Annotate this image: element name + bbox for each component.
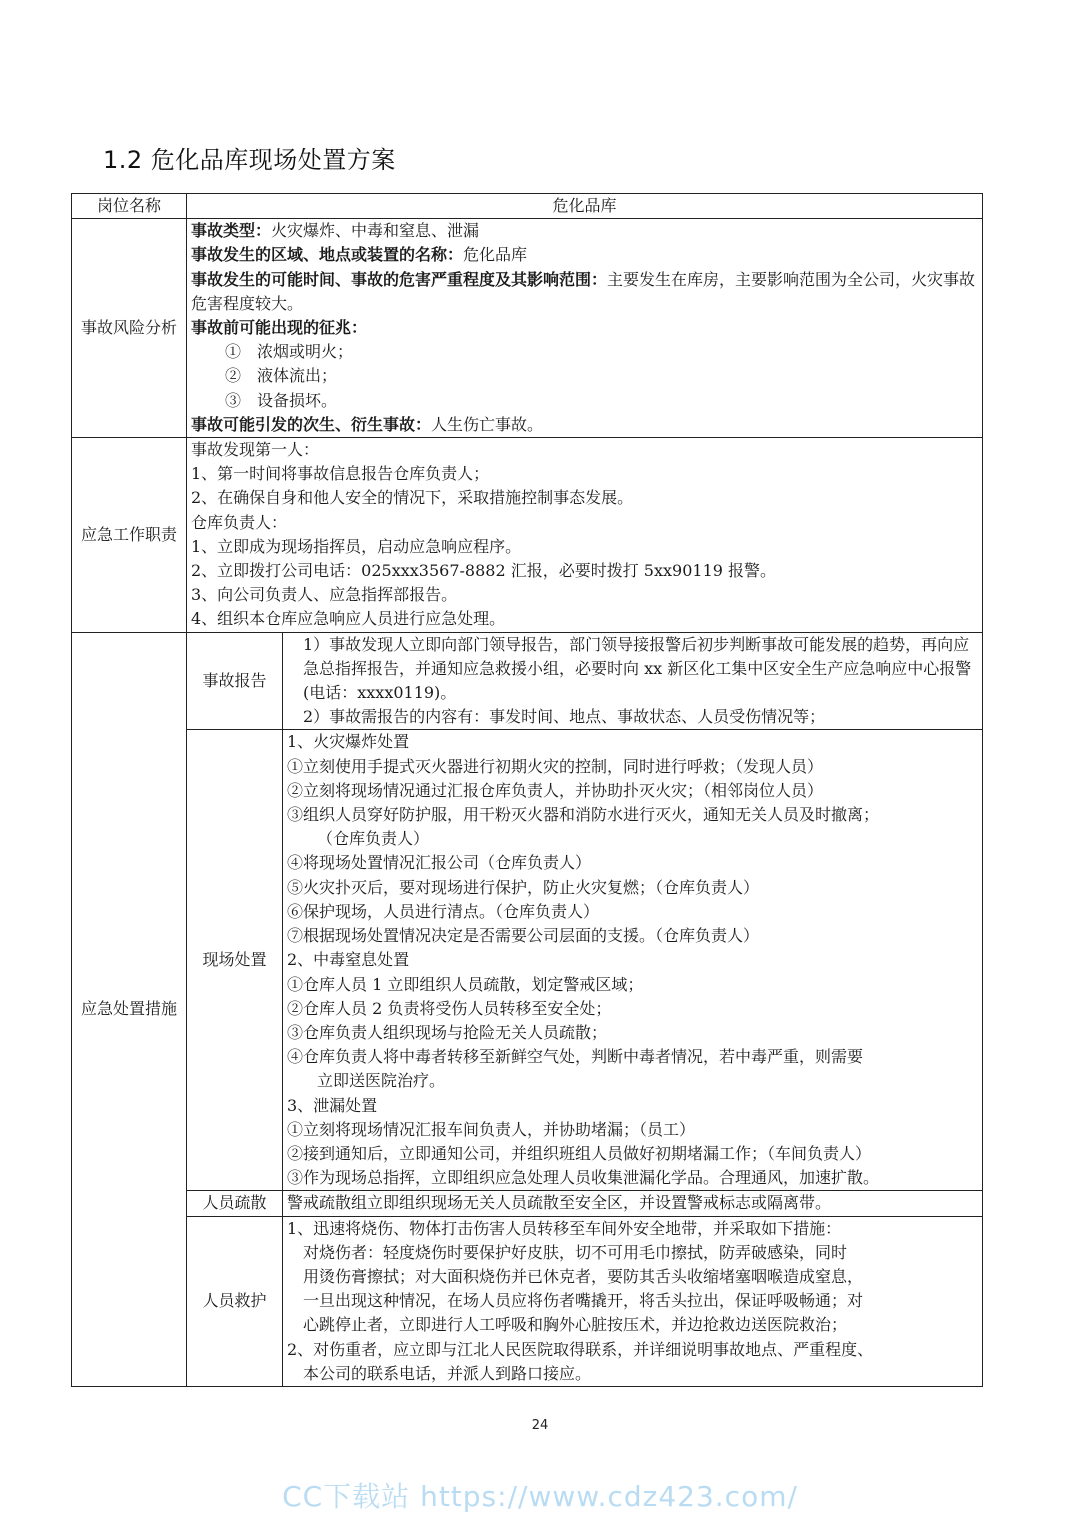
report-paragraph-1: 1）事故发现人立即向部门领导报告，部门领导接报警后初步判断事故可能发展的趋势，再向应急总指挥报告，并通知应急救援小组，必要时向 xx 新区化工集中区安全生产应急响应中心报警(电话：xxxx0119)。 (303, 634, 972, 703)
fire-step: ④将现场处置情况汇报公司（仓库负责人） (287, 853, 592, 873)
evacuation-row (72, 1191, 983, 1216)
leak-title: 3、泄漏处置 (287, 1095, 378, 1115)
rescue-row (72, 1216, 983, 1386)
leak-step: ②接到通知后，立即通知公司，并组织班组人员做好初期堵漏工作；（车间负责人） (287, 1143, 872, 1163)
duty-line: 1、第一时间将事故信息报告仓库负责人； (191, 464, 490, 484)
rescue-content (283, 1216, 983, 1386)
disposal-plan-table (71, 193, 983, 1387)
accident-time-scope: 事故发生的可能时间、事故的危害严重程度及其影响范围：主要发生在库房，主要影响范围为全公司，火灾事故危害程度较大。 (191, 269, 976, 313)
poison-step: ③仓库负责人组织现场与抢险无关人员疏散； (287, 1022, 608, 1042)
poison-title: 2、中毒窒息处置 (287, 950, 410, 970)
leak-step: ③作为现场总指挥，立即组织应急处理人员收集泄漏化学品。合理通风，加速扩散。 (287, 1168, 880, 1188)
accident-report-row (72, 632, 983, 730)
risk-analysis-content (187, 219, 983, 438)
duty-line: 仓库负责人： (191, 512, 288, 532)
rescue-line: 对烧伤者：轻度烧伤时要保护好皮肤，切不可用毛巾擦拭，防弄破感染，同时 (303, 1242, 848, 1262)
duty-line: 3、向公司负责人、应急指挥部报告。 (191, 585, 458, 605)
emergency-duty-label: 应急工作职责 (72, 438, 187, 633)
rescue-line: 心跳停止者，立即进行人工呼吸和胸外心脏按压术，并边抢救边送医院救治； (303, 1315, 848, 1335)
accident-type: 事故类型：火灾爆炸、中毒和窒息、泄漏 (191, 221, 480, 241)
fire-step: ⑦根据现场处置情况决定是否需要公司层面的支援。（仓库负责人） (287, 926, 760, 946)
poison-step: ①仓库人员 1 立即组织人员疏散，划定警戒区域； (287, 974, 644, 994)
fire-step: ⑥保护现场，人员进行清点。（仓库负责人） (287, 901, 600, 921)
header-post-value: 危化品库 (187, 194, 983, 219)
rescue-line: 2、对伤重者，应立即与江北人民医院取得联系，并详细说明事故地点、严重程度、 (287, 1339, 874, 1359)
duty-line: 事故发现第一人： (191, 440, 320, 460)
duty-line: 1、立即成为现场指挥员，启动应急响应程序。 (191, 536, 522, 556)
emergency-duty-row (72, 438, 983, 633)
rescue-label: 人员救护 (187, 1216, 283, 1386)
page-title: 1.2 危化品库现场处置方案 (103, 146, 396, 174)
fire-step: ③组织人员穿好防护服，用干粉灭火器和消防水进行灭火，通知无关人员及时撤离； (287, 805, 880, 825)
duty-line: 4、组织本仓库应急响应人员进行应急处理。 (191, 609, 506, 629)
secondary-accident: 事故可能引发的次生、衍生事故：人生伤亡事故。 (191, 414, 544, 434)
site-disposal-row (72, 730, 983, 1191)
poison-step: ②仓库人员 2 负责将受伤人员转移至安全处； (287, 998, 612, 1018)
report-paragraph-2: 2）事故需报告的内容有：事发时间、地点、事故状态、人员受伤情况等； (303, 707, 826, 727)
poison-step: ④仓库负责人将中毒者转移至新鲜空气处，判断中毒者情况，若中毒严重，则需要 (287, 1047, 864, 1067)
watermark: CC下载站 https://www.cdz423.com/ (282, 1480, 798, 1513)
header-post-name: 岗位名称 (72, 194, 187, 219)
warning-sign-2: ② 液体流出； (225, 366, 338, 386)
emergency-duty-content (187, 438, 983, 633)
accident-report-label: 事故报告 (187, 632, 283, 730)
fire-step: ②立刻将现场情况通过汇报仓库负责人，并协助扑灭火灾；（相邻岗位人员） (287, 780, 824, 800)
risk-analysis-row (72, 219, 983, 438)
warning-sign-1: ① 浓烟或明火； (225, 342, 354, 362)
table-header-row (72, 194, 983, 219)
rescue-line: 1、迅速将烧伤、物体打击伤害人员转移至车间外安全地带，并采取如下措施： (287, 1218, 842, 1238)
warning-signs-title: 事故前可能出现的征兆： (191, 318, 368, 338)
emergency-measures-label: 应急处置措施 (72, 632, 187, 1386)
site-disposal-content (283, 730, 983, 1191)
duty-line: 2、在确保自身和他人安全的情况下，采取措施控制事态发展。 (191, 488, 634, 508)
duty-line: 2、立即拨打公司电话：025xxx3567-8882 汇报，必要时拨打 5xx90119 报警。 (191, 561, 777, 581)
rescue-line: 用烫伤膏擦拭；对大面积烧伤并已休克者，要防其舌头收缩堵塞咽喉造成窒息， (303, 1266, 864, 1286)
rescue-line: 一旦出现这种情况，在场人员应将伤者嘴撬开，将舌头拉出，保证呼吸畅通；对 (303, 1291, 864, 1311)
evacuation-content (283, 1191, 983, 1216)
fire-step: ①立刻使用手提式灭火器进行初期火灾的控制，同时进行呼救；（发现人员） (287, 756, 824, 776)
page-number: 24 (531, 1418, 549, 1433)
evacuation-label: 人员疏散 (187, 1191, 283, 1216)
leak-step: ①立刻将现场情况汇报车间负责人，并协助堵漏；（员工） (287, 1119, 696, 1139)
warning-sign-3: ③ 设备损坏。 (225, 390, 338, 410)
rescue-line: 本公司的联系电话，并派人到路口接应。 (303, 1363, 592, 1383)
accident-report-content (283, 632, 983, 730)
fire-step: （仓库负责人） (317, 829, 430, 849)
evacuation-text: 警戒疏散组立即组织现场无关人员疏散至安全区，并设置警戒标志或隔离带。 (287, 1193, 832, 1213)
accident-area: 事故发生的区域、地点或装置的名称：危化品库 (191, 245, 528, 265)
risk-analysis-label: 事故风险分析 (72, 219, 187, 438)
poison-step: 立即送医院治疗。 (317, 1071, 446, 1091)
site-disposal-label: 现场处置 (187, 730, 283, 1191)
fire-step: ⑤火灾扑灭后，要对现场进行保护，防止火灾复燃；（仓库负责人） (287, 877, 760, 897)
fire-title: 1、火灾爆炸处置 (287, 732, 410, 752)
